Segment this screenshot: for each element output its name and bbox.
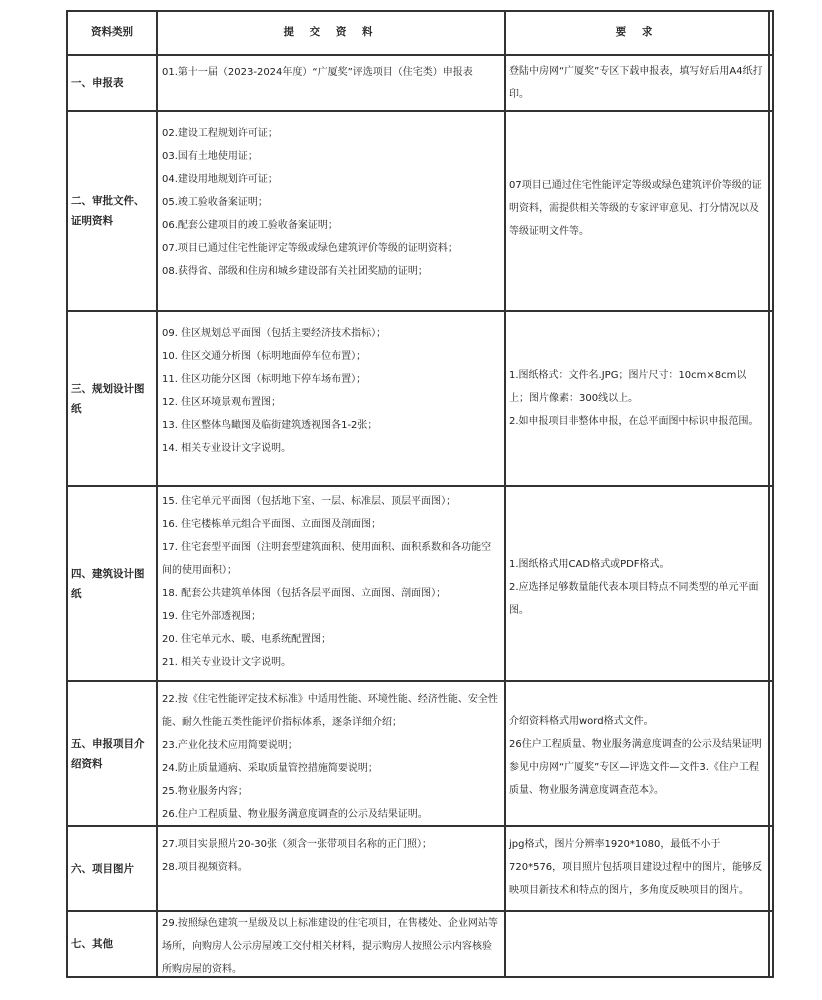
requirement-item: jpg格式，图片分辨率1920*1080，最低不小于720*576，项目照片包括项目建设过程中的图片，能够反映项目新技术和特点的图片，多角度反映项目的图片。 bbox=[509, 839, 763, 896]
table-row bbox=[68, 680, 772, 825]
material-item: 23.产业化技术应用简要说明； bbox=[162, 740, 298, 751]
material-item: 07.项目已通过住宅性能评定等级或绿色建筑评价等级的证明资料； bbox=[162, 243, 458, 254]
material-item: 14. 相关专业设计文字说明。 bbox=[162, 443, 292, 454]
table-row bbox=[68, 485, 772, 680]
material-item: 11. 住区功能分区图（标明地下停车场布置）； bbox=[162, 374, 367, 385]
material-item: 05.竣工验收备案证明； bbox=[162, 197, 268, 208]
requirements-cell bbox=[506, 487, 768, 680]
requirements-cell bbox=[506, 827, 768, 910]
material-item: 28.项目视频资料。 bbox=[162, 862, 248, 873]
requirement-item: 1.图纸格式：文件名.JPG；图片尺寸：10cm×8cm以上；图片像素：300线以上。 bbox=[509, 370, 747, 404]
category-cell bbox=[68, 827, 156, 910]
material-item: 27.项目实景照片20-30张（须含一张带项目名称的正门照）； bbox=[162, 839, 432, 850]
category-label: 五、申报项目介绍资料 bbox=[71, 737, 145, 770]
category-cell bbox=[68, 487, 156, 680]
materials-cell bbox=[158, 112, 504, 310]
table-row bbox=[68, 310, 772, 485]
requirements-cell bbox=[506, 312, 768, 485]
material-item: 25.物业服务内容； bbox=[162, 786, 248, 797]
material-item: 12. 住区环境景观布置图； bbox=[162, 397, 282, 408]
category-label: 三、规划设计图纸 bbox=[71, 382, 145, 415]
table-header-row bbox=[68, 12, 772, 54]
category-cell bbox=[68, 56, 156, 110]
requirements-table bbox=[66, 10, 774, 978]
material-item: 19. 住宅外部透视图； bbox=[162, 611, 262, 622]
requirements-cell bbox=[506, 682, 768, 825]
materials-cell bbox=[158, 827, 504, 910]
requirements-cell bbox=[506, 56, 768, 110]
table-row bbox=[68, 110, 772, 310]
category-cell bbox=[68, 312, 156, 485]
requirement-item: 介绍资料格式用word格式文件。 bbox=[509, 716, 654, 727]
material-item: 04.建设用地规划许可证； bbox=[162, 174, 278, 185]
header-category: 资料类别 bbox=[91, 26, 133, 38]
category-label: 四、建筑设计图纸 bbox=[71, 567, 145, 600]
table-row bbox=[68, 54, 772, 110]
material-item: 17. 住宅套型平面图（注明套型建筑面积、使用面积、面积系数和各功能空间的使用面积）； bbox=[162, 542, 492, 576]
material-item: 01.第十一届（2023-2024年度）“广厦奖”评选项目（住宅类）申报表 bbox=[162, 67, 473, 78]
material-item: 26.住户工程质量、物业服务满意度调查的公示及结果证明。 bbox=[162, 809, 428, 820]
requirement-item: 2.应选择足够数量能代表本项目特点不同类型的单元平面图。 bbox=[509, 582, 759, 616]
materials-cell bbox=[158, 487, 504, 680]
material-item: 08.获得省、部级和住房和城乡建设部有关社团奖励的证明； bbox=[162, 266, 428, 277]
category-label: 二、审批文件、证明资料 bbox=[71, 195, 145, 227]
requirements-cell bbox=[506, 912, 768, 976]
materials-cell bbox=[158, 312, 504, 485]
table-row bbox=[68, 825, 772, 910]
material-item: 10. 住区交通分析图（标明地面停车位布置）； bbox=[162, 351, 367, 362]
category-cell bbox=[68, 682, 156, 825]
header-materials: 提 交 资 料 bbox=[283, 26, 379, 38]
requirement-item: 2.如申报项目非整体申报，在总平面图中标识申报范围。 bbox=[509, 416, 759, 427]
requirement-item: 26住户工程质量、物业服务满意度调查的公示及结果证明参见中房网“广厦奖”专区—评选文件—文件3.《住户工程质量、物业服务满意度调查范本》。 bbox=[509, 739, 762, 796]
material-item: 29.按照绿色建筑一星级及以上标准建设的住宅项目，在售楼处、企业网站等场所，向购房人公示房屋竣工交付相关材料，提示购房人按照公示内容核验所购房屋的资料。 bbox=[162, 918, 498, 975]
category-label: 一、申报表 bbox=[71, 77, 124, 89]
material-item: 06.配套公建项目的竣工验收备案证明； bbox=[162, 220, 338, 231]
category-label: 六、项目图片 bbox=[71, 862, 134, 875]
materials-cell bbox=[158, 56, 504, 110]
category-label: 七、其他 bbox=[71, 938, 113, 950]
material-item: 03.国有土地使用证； bbox=[162, 151, 258, 162]
materials-cell bbox=[158, 912, 504, 976]
category-cell bbox=[68, 112, 156, 310]
material-item: 02.建设工程规划许可证； bbox=[162, 128, 278, 139]
requirement-item: 1.图纸格式用CAD格式或PDF格式。 bbox=[509, 559, 670, 570]
material-item: 13. 住区整体鸟瞰图及临街建筑透视图各1-2张； bbox=[162, 420, 378, 431]
material-item: 15. 住宅单元平面图（包括地下室、一层、标准层、顶层平面图）； bbox=[162, 496, 457, 507]
materials-cell bbox=[158, 682, 504, 825]
material-item: 21. 相关专业设计文字说明。 bbox=[162, 657, 292, 668]
requirement-item: 登陆中房网“广厦奖”专区下载申报表，填写好后用A4纸打印。 bbox=[509, 66, 763, 100]
requirements-cell bbox=[506, 112, 768, 310]
header-requirements: 要 求 bbox=[615, 26, 659, 38]
material-item: 09. 住区规划总平面图（包括主要经济技术指标）； bbox=[162, 328, 387, 339]
material-item: 22.按《住宅性能评定技术标准》中适用性能、环境性能、经济性能、安全性能、耐久性能五类性能评价指标体系，逐条详细介绍； bbox=[162, 694, 498, 728]
table-row bbox=[68, 910, 772, 976]
requirement-item: 07项目已通过住宅性能评定等级或绿色建筑评价等级的证明资料，需提供相关等级的专家评审意见、打分情况以及等级证明文件等。 bbox=[509, 180, 762, 237]
material-item: 24.防止质量通病、采取质量管控措施简要说明； bbox=[162, 763, 378, 774]
material-item: 16. 住宅楼栋单元组合平面图、立面图及剖面图； bbox=[162, 519, 382, 530]
category-cell bbox=[68, 912, 156, 976]
material-item: 18. 配套公共建筑单体图（包括各层平面图、立面图、剖面图）； bbox=[162, 588, 447, 599]
material-item: 20. 住宅单元水、暖、电系统配置图； bbox=[162, 634, 332, 645]
